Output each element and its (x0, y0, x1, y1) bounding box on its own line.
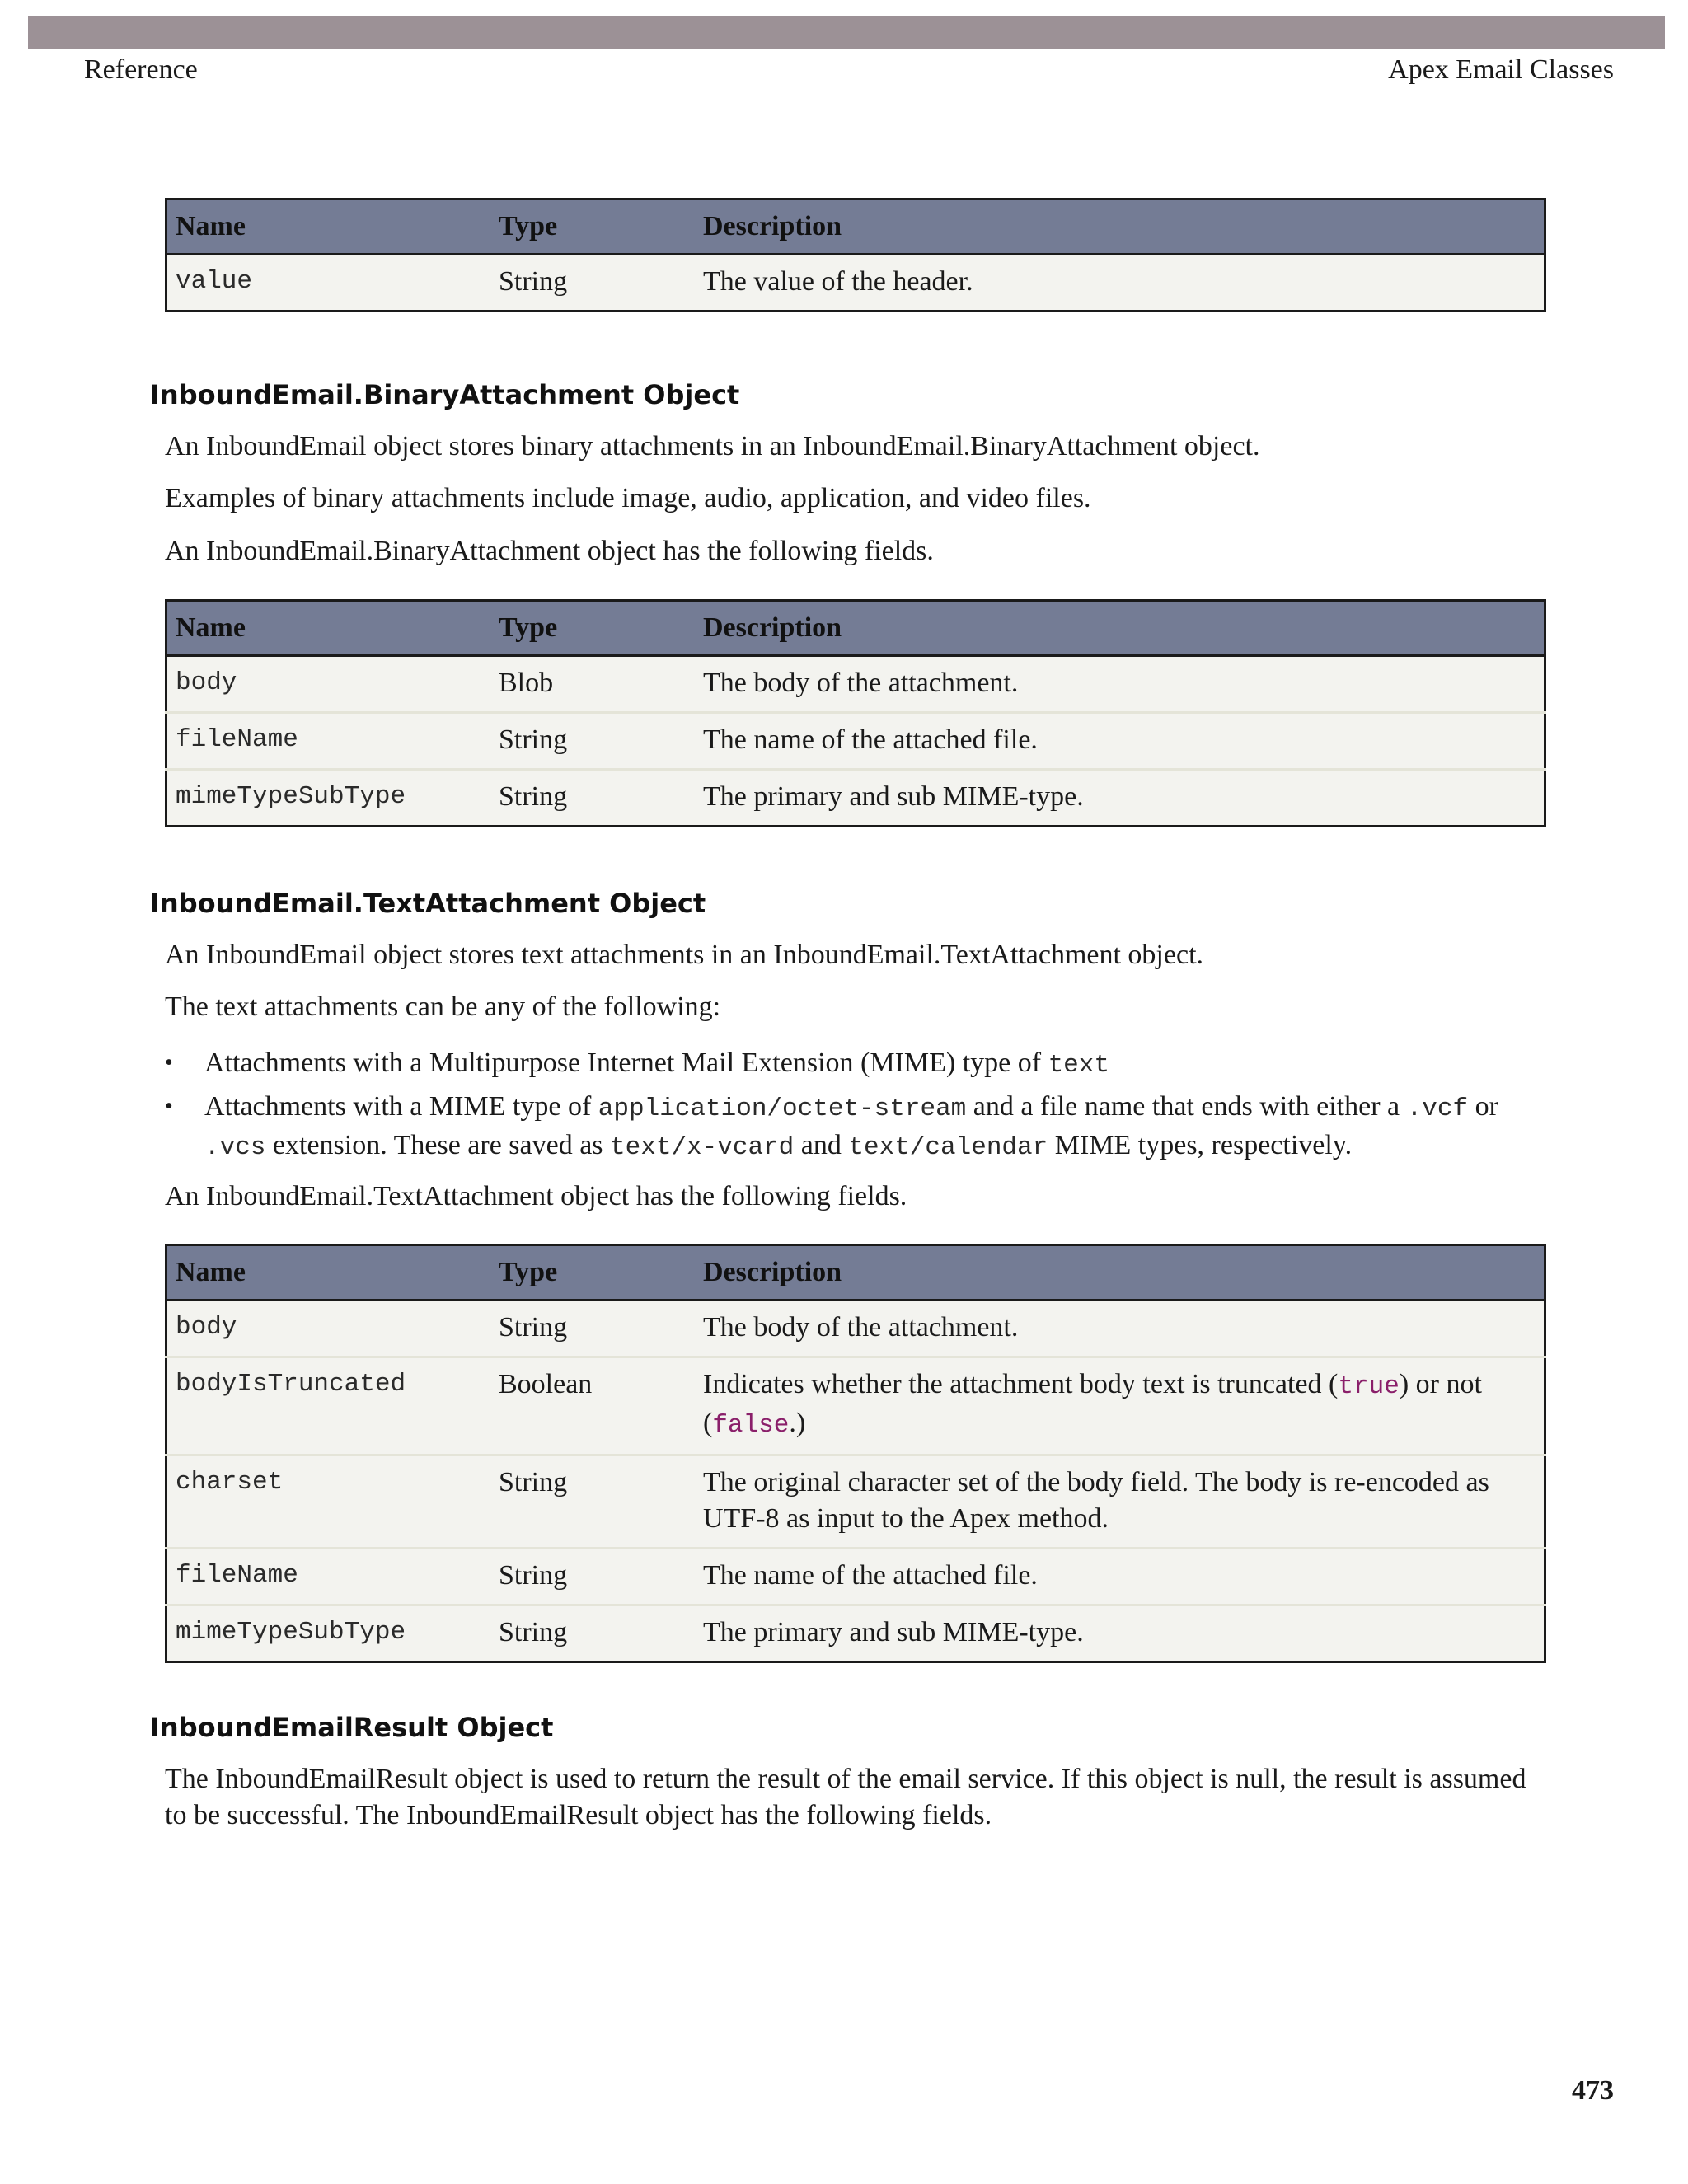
table-row (166, 770, 1545, 827)
bullet-text: or (1468, 1091, 1498, 1122)
binary-attachment-table (165, 599, 1546, 827)
field-name: value (166, 255, 491, 312)
paragraph: The text attachments can be any of the following: (165, 991, 721, 1022)
list-item (165, 1089, 1550, 1166)
description-text: Indicates whether the attachment body text is truncated ( (703, 1369, 1339, 1399)
column-description: Description (695, 601, 1545, 656)
inline-code: text/calendar (848, 1133, 1048, 1162)
column-name: Name (166, 199, 491, 255)
field-name: fileName (166, 713, 491, 770)
header-fields-table (165, 198, 1546, 312)
field-type: String (490, 1301, 695, 1357)
list-item (165, 1045, 1550, 1084)
field-type: String (490, 1605, 695, 1662)
table-row (166, 656, 1545, 713)
field-description: The body of the attachment. (695, 656, 1545, 713)
section-title-text: InboundEmail.TextAttachment Object (150, 888, 706, 919)
inline-code: .vcs (204, 1133, 266, 1162)
field-name: body (166, 1301, 491, 1357)
keyword-true: true (1338, 1372, 1400, 1401)
field-type: String (490, 1549, 695, 1605)
field-name: bodyIsTruncated (166, 1357, 491, 1455)
bullet-text: extension. These are saved as (265, 1130, 611, 1160)
field-name: charset (166, 1455, 491, 1549)
field-description: The name of the attached file. (695, 1549, 1545, 1605)
column-name: Name (166, 601, 491, 656)
table-row (166, 255, 1545, 312)
field-description (695, 1357, 1545, 1455)
bullet-text: and a file name that ends with either a (966, 1091, 1407, 1122)
field-name: body (166, 656, 491, 713)
field-type: String (490, 255, 695, 312)
inline-code: text/x-vcard (610, 1133, 795, 1162)
field-description: The primary and sub MIME-type. (695, 1605, 1545, 1662)
field-description: The body of the attachment. (695, 1301, 1545, 1357)
paragraph: Examples of binary attachments include image, audio, application, and video files. (165, 483, 1091, 513)
table-row (166, 1357, 1545, 1455)
top-bar (28, 16, 1665, 49)
bullet-text: and (794, 1130, 849, 1160)
field-name: mimeTypeSubType (166, 770, 491, 827)
description-text: ) or not ( (703, 1369, 1482, 1438)
table-header-row (166, 1245, 1545, 1301)
field-type: String (490, 770, 695, 827)
paragraph: An InboundEmail.BinaryAttachment object has the following fields. (165, 536, 934, 566)
column-description: Description (695, 199, 1545, 255)
inline-code: application/octet-stream (598, 1094, 967, 1123)
inline-code: .vcf (1406, 1094, 1469, 1123)
field-description: The primary and sub MIME-type. (695, 770, 1545, 827)
field-type: Boolean (490, 1357, 695, 1455)
table-row (166, 713, 1545, 770)
text-attachment-table (165, 1244, 1546, 1663)
table-row (166, 1605, 1545, 1662)
table-header-row (166, 601, 1545, 656)
field-description: The name of the attached file. (695, 713, 1545, 770)
section-title-binary: InboundEmail.BinaryAttachment Object (150, 379, 740, 410)
table-row (166, 1301, 1545, 1357)
table-row (166, 1549, 1545, 1605)
field-name: mimeTypeSubType (166, 1605, 491, 1662)
description-text: .) (789, 1408, 806, 1438)
running-header-right: Apex Email Classes (1388, 54, 1614, 85)
attachment-types-list (165, 1045, 1550, 1171)
field-type: String (490, 713, 695, 770)
paragraph: An InboundEmail object stores binary attachments in an InboundEmail.BinaryAttachment object. (165, 431, 1260, 462)
page-number: 473 (1572, 2075, 1614, 2106)
table-row (166, 1455, 1545, 1549)
field-type: String (490, 1455, 695, 1549)
paragraph: The InboundEmailResult object is used to return the result of the email service. If this object is null, the result is assumed to be successful. The InboundEmailResult object has the following fields. (165, 1764, 1526, 1830)
keyword-false: false (712, 1411, 790, 1440)
column-type: Type (490, 601, 695, 656)
field-name: fileName (166, 1549, 491, 1605)
table-header-row (166, 199, 1545, 255)
column-type: Type (490, 1245, 695, 1301)
bullet-text: Attachments with a MIME type of (204, 1091, 598, 1122)
inline-code: text (1048, 1051, 1109, 1080)
field-description: The original character set of the body field. The body is re-encoded as UTF-8 as input to the Apex method. (695, 1455, 1545, 1549)
paragraph: An InboundEmail.TextAttachment object has the following fields. (165, 1181, 907, 1212)
running-header-left: Reference (84, 54, 198, 85)
field-description: The value of the header. (695, 255, 1545, 312)
bullet-text: Attachments with a Multipurpose Internet Mail Extension (MIME) type of (204, 1047, 1048, 1078)
column-name: Name (166, 1245, 491, 1301)
paragraph: An InboundEmail object stores text attachments in an InboundEmail.TextAttachment object. (165, 940, 1204, 970)
column-description: Description (695, 1245, 1545, 1301)
field-type: Blob (490, 656, 695, 713)
column-type: Type (490, 199, 695, 255)
section-title-result: InboundEmailResult Object (150, 1712, 554, 1743)
bullet-text: MIME types, respectively. (1048, 1130, 1353, 1160)
